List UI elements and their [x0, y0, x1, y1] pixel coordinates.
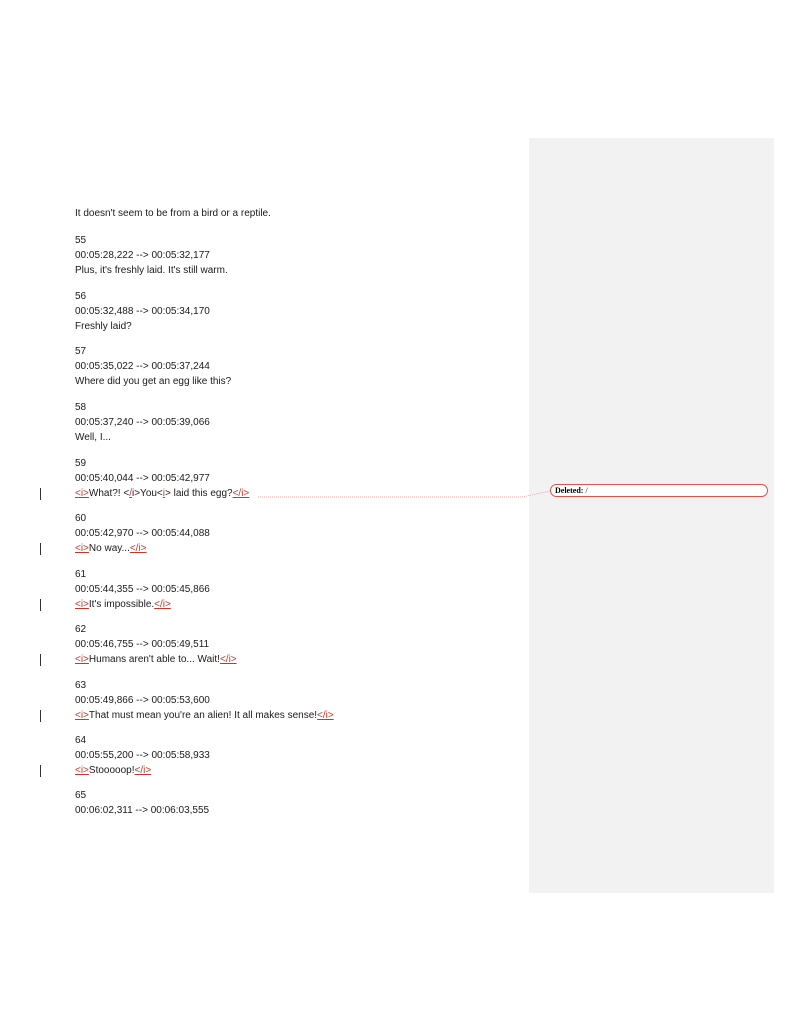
- inserted-mark: /: [129, 488, 132, 499]
- inserted-close-tag: </i>: [154, 599, 171, 610]
- inserted-open-tag: <i>: [75, 654, 89, 665]
- subtitle-timecode: 00:05:28,222 --> 00:05:32,177: [75, 250, 210, 261]
- inserted-open-tag: <i>: [75, 488, 89, 499]
- subtitle-index: 65: [75, 790, 87, 801]
- edited-text: It's impossible.: [88, 599, 155, 610]
- subtitle-index: 55: [75, 235, 87, 246]
- markup-pane: [529, 138, 774, 893]
- subtitle-timecode: 00:05:46,755 --> 00:05:49,511: [75, 639, 210, 650]
- edited-text: What?! <: [88, 488, 130, 499]
- edited-text: That must mean you're an alien! It all makes sense!: [88, 710, 318, 721]
- subtitle-timecode: 00:05:55,200 --> 00:05:58,933: [75, 750, 210, 761]
- subtitle-index: 64: [75, 735, 87, 746]
- comment-label: Deleted:: [555, 486, 584, 495]
- subtitle-timecode: 00:06:02,311 --> 00:06:03,555: [75, 805, 210, 816]
- subtitle-timecode: 00:05:40,044 --> 00:05:42,977: [75, 473, 210, 484]
- subtitle-index: 56: [75, 291, 87, 302]
- change-bar: [40, 488, 41, 500]
- subtitle-text-edited: [75, 488, 249, 500]
- edited-text: i>You<: [132, 488, 163, 499]
- subtitle-text: Plus, it's freshly laid. It's still warm.: [75, 265, 228, 276]
- inserted-open-tag: <i>: [75, 710, 89, 721]
- subtitle-timecode: 00:05:35,022 --> 00:05:37,244: [75, 361, 210, 372]
- subtitle-timecode: 00:05:42,970 --> 00:05:44,088: [75, 528, 210, 539]
- edited-text: > laid this egg?: [165, 488, 233, 499]
- inserted-close-tag: </i>: [317, 710, 334, 721]
- inserted-open-tag: <i>: [75, 765, 89, 776]
- comment-balloon-text: [555, 485, 588, 496]
- connector-polyline: [258, 491, 550, 497]
- subtitle-text-edited: [75, 543, 147, 555]
- inserted-close-tag: </i>: [219, 654, 237, 665]
- subtitle-text: It doesn't seem to be from a bird or a reptile.: [75, 208, 271, 219]
- subtitle-text-edited: [75, 710, 334, 722]
- subtitle-text-edited: [75, 654, 237, 666]
- edited-text: Humans aren't able to... Wait!: [88, 654, 220, 665]
- subtitle-text: Where did you get an egg like this?: [75, 376, 232, 387]
- subtitle-timecode: 00:05:44,355 --> 00:05:45,866: [75, 584, 210, 595]
- inserted-close-tag: </i>: [129, 543, 147, 554]
- edited-text: No way...: [88, 543, 130, 554]
- subtitle-index: 57: [75, 346, 87, 357]
- subtitle-timecode: 00:05:32,488 --> 00:05:34,170: [75, 306, 210, 317]
- subtitle-index: 62: [75, 624, 87, 635]
- subtitle-text: Well, I...: [75, 432, 111, 443]
- comment-deleted-text: /: [585, 486, 588, 495]
- subtitle-index: 60: [75, 513, 87, 524]
- change-bar: [40, 710, 41, 722]
- subtitle-index: 63: [75, 680, 87, 691]
- subtitle-text-edited: [75, 599, 171, 611]
- change-bar: [40, 599, 41, 611]
- change-bar: [40, 765, 41, 777]
- comment-balloon[interactable]: [550, 484, 768, 497]
- edited-text: Stooooop!: [88, 765, 135, 776]
- subtitle-text: Freshly laid?: [75, 321, 132, 332]
- change-bar: [40, 543, 41, 555]
- inserted-mark: i: [162, 488, 166, 499]
- subtitle-text-edited: [75, 765, 151, 777]
- subtitle-index: 59: [75, 458, 87, 469]
- inserted-close-tag: </i>: [134, 765, 152, 776]
- inserted-open-tag: <i>: [75, 543, 89, 554]
- inserted-open-tag: <i>: [75, 599, 89, 610]
- inserted-close-tag: </i>: [232, 488, 250, 499]
- change-bar: [40, 654, 41, 666]
- subtitle-index: 61: [75, 569, 87, 580]
- subtitle-index: 58: [75, 402, 87, 413]
- subtitle-timecode: 00:05:49,866 --> 00:05:53,600: [75, 695, 210, 706]
- subtitle-timecode: 00:05:37,240 --> 00:05:39,066: [75, 417, 210, 428]
